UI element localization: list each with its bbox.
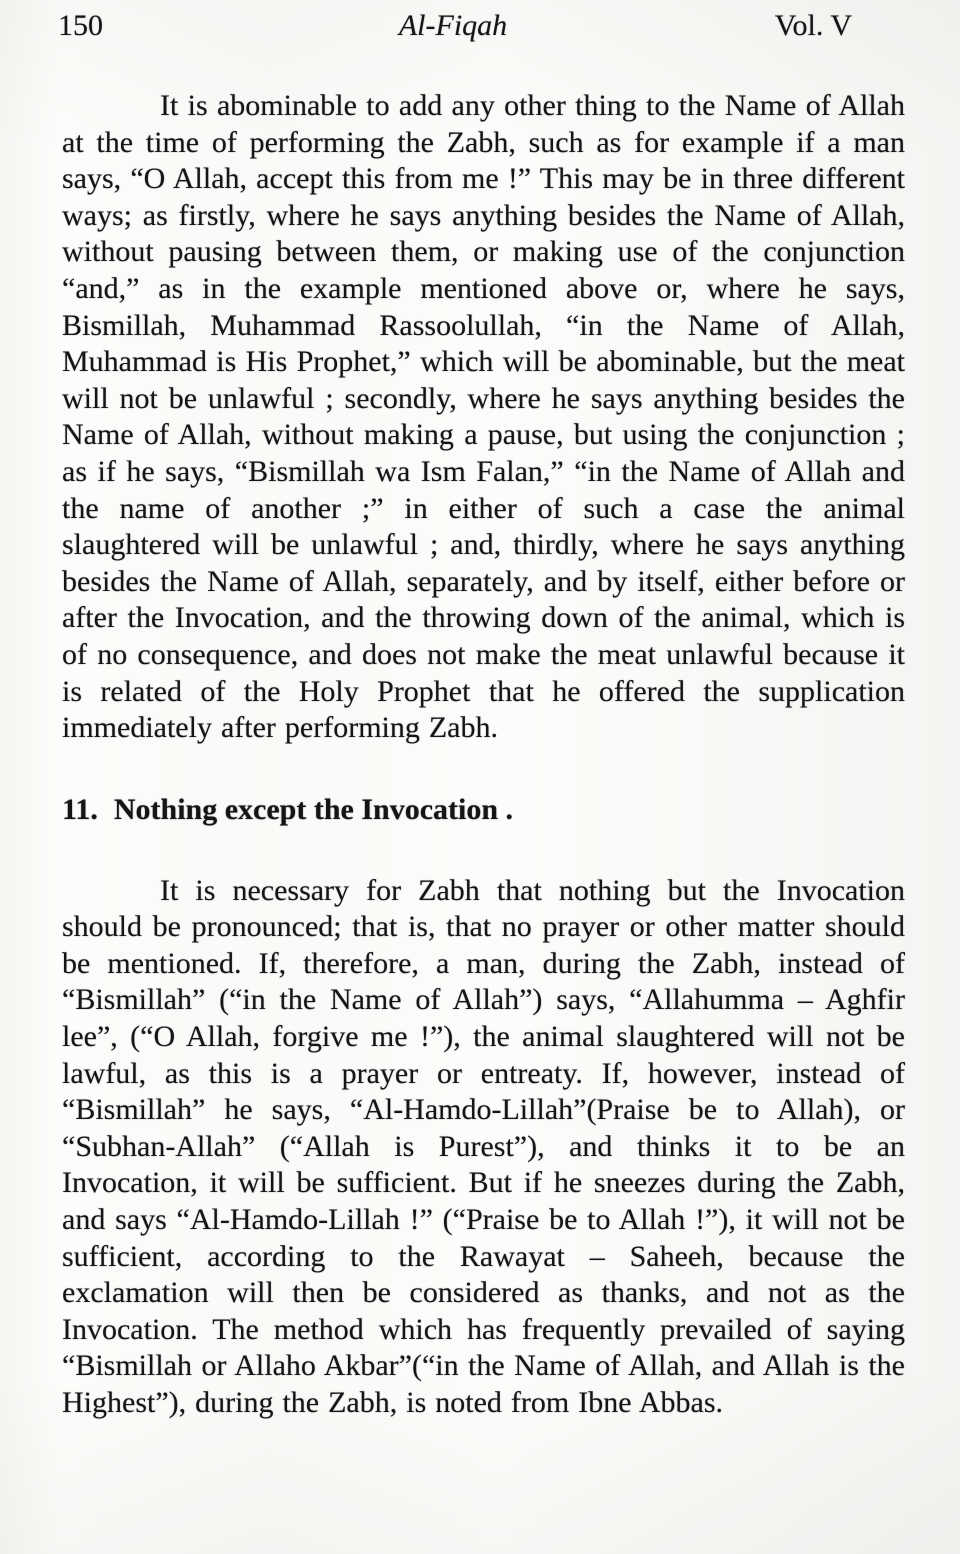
- paragraph-1: It is abominable to add any other thing to the Name of Allah at the time of performing the Zabh, such as for example if a man says, “O Allah, accept this from me !” This may be in three different ways; as firstly, where he says anything besides the Name of Allah, without pausing between them, or making use of the conjunction “and,” as in the example mentioned above or, where he says, Bismillah, Muhammad Rassoolullah, “in the Name of Allah, Muhammad is His Prophet,” which will be abominable, but the meat will not be unlawful ; secondly, where he says anything besides the Name of Allah, without making a pause, but using the conjunction ; as if he says, “Bismillah wa Ism Falan,” “in the Name of Allah and the name of another ;” in either of such a case the animal slaughtered will be unlawful ; and, thirdly, where he says anything besides the Name of Allah, separately, and by itself, either before or after the Invocation, and the throwing down of the animal, which is of no consequence, and does not make the meat unlawful because it is related of the Holy Prophet that he offered the supplication immediately after performing Zabh.: [62, 89, 905, 745]
- page-header: [0, 0, 960, 58]
- section-heading: [62, 791, 905, 829]
- section-title: Nothing except the Invocation .: [113, 792, 514, 826]
- paragraph-2: It is necessary for Zabh that nothing but the Invocation should be pronounced; that is, that no prayer or other matter should be mentioned. If, therefore, a man, during the Zabh, instead of “Bismillah” (“in the Name of Allah”) says, “Allahumma – Aghfir lee”, (“O Allah, forgive me !”), the animal slaughtered will not be lawful, as this is a prayer or entreaty. If, however, instead of “Bismillah” he says, “Al-Hamdo-Lillah”(Praise be to Allah), or “Subhan-Allah” (“Allah is Purest”), and thinks it to be an Invocation, it will be sufficient. But if he sneezes during the Zabh, and says “Al-Hamdo-Lillah !” (“Praise be to Allah !”), it will not be sufficient, according to the Rawayat – Saheeh, because the exclamation will then be considered as thanks, and not as the Invocation. The method which has frequently prevailed of saying “Bismillah or Allaho Akbar”(“in the Name of Allah, and Allah is the Highest”), during the Zabh, is noted from Ibne Abbas.: [62, 873, 905, 1419]
- section-number: 11.: [62, 792, 98, 826]
- page-number: 150: [58, 9, 103, 42]
- volume-label: Vol. V: [774, 9, 852, 42]
- running-title: Al-Fiqah: [398, 9, 508, 42]
